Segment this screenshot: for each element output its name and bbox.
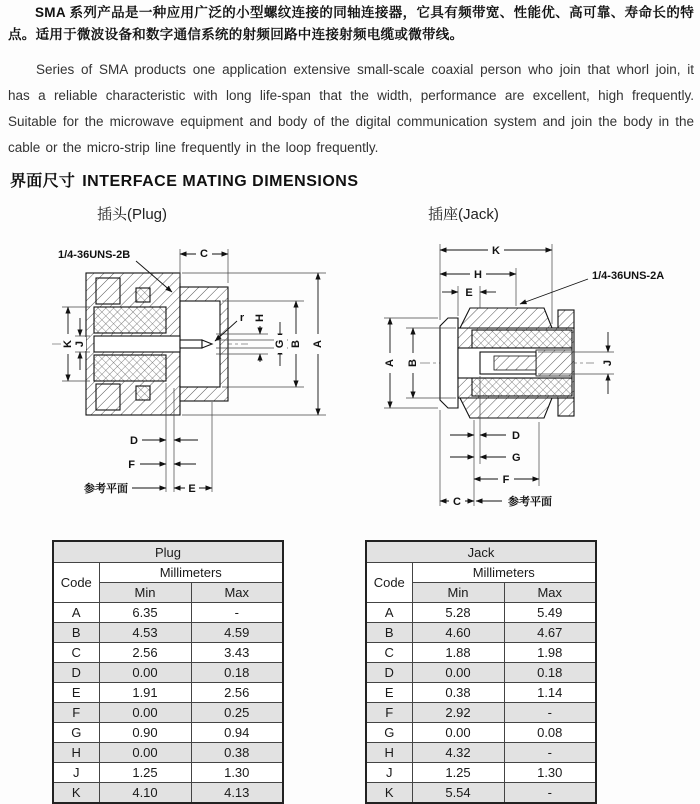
- max-cell: -: [191, 603, 283, 623]
- code-cell: G: [53, 723, 99, 743]
- jack-insulator-upper: [472, 330, 572, 348]
- plug-dim-label-d: D: [130, 435, 138, 447]
- max-cell: 5.49: [504, 603, 596, 623]
- code-cell: A: [366, 603, 412, 623]
- min-cell: 2.56: [99, 643, 191, 663]
- plug-unit-header: Millimeters: [99, 563, 283, 583]
- jack-dim-label-g: G: [512, 452, 521, 464]
- table-row: [366, 763, 596, 783]
- jack-reference-plane-label: 参考平面: [508, 496, 552, 508]
- jack-table-title: Jack: [366, 541, 596, 563]
- jack-dim-label-j: J: [602, 359, 614, 367]
- jack-unit-header: Millimeters: [412, 563, 596, 583]
- max-cell: 4.59: [191, 623, 283, 643]
- code-cell: A: [53, 603, 99, 623]
- min-cell: 1.25: [99, 763, 191, 783]
- plug-dim-label-h: H: [254, 314, 266, 322]
- table-row: [366, 603, 596, 623]
- max-cell: 0.25: [191, 703, 283, 723]
- min-cell: 0.38: [412, 683, 504, 703]
- plug-dimensions-table: [52, 540, 284, 804]
- plug-dim-label-a: A: [312, 340, 324, 348]
- table-row: [366, 663, 596, 683]
- plug-dim-label-g: G: [274, 339, 286, 349]
- plug-dim-label-k: K: [62, 340, 74, 348]
- min-cell: 6.35: [99, 603, 191, 623]
- jack-dim-label-d: D: [512, 430, 520, 442]
- code-cell: F: [366, 703, 412, 723]
- max-cell: 0.38: [191, 743, 283, 763]
- jack-dim-label-h: H: [474, 269, 482, 281]
- code-cell: J: [366, 763, 412, 783]
- jack-insulator-lower: [472, 378, 572, 396]
- jack-max-header: Max: [504, 583, 596, 603]
- jack-drawing-title: 插座(Jack): [428, 206, 499, 223]
- table-row: [53, 603, 283, 623]
- table-row: [53, 783, 283, 804]
- plug-body-cross-section: [86, 273, 228, 415]
- section-heading-zh: 界面尺寸: [10, 173, 76, 190]
- min-cell: 0.90: [99, 723, 191, 743]
- jack-center-contact: [494, 356, 536, 370]
- jack-flange: [440, 318, 458, 408]
- table-row: [53, 743, 283, 763]
- plug-technical-drawing: [28, 230, 340, 505]
- intro-paragraph-en: Series of SMA products one application extensive small-scale coaxial person who join that whorl join, it has a reliable characteristic with long life-span that the width, performance are excellent, high frequently. Suitable for the microwave equipment and body of the digital communication system and join the body in the cable or the micro-strip line frequently in the loop frequently.: [8, 62, 694, 155]
- max-cell: 1.98: [504, 643, 596, 663]
- plug-center-pin: [180, 340, 202, 348]
- max-cell: 0.94: [191, 723, 283, 743]
- table-row: [53, 723, 283, 743]
- table-row: [53, 703, 283, 723]
- jack-dimensions-table: [365, 540, 597, 804]
- table-row: [53, 763, 283, 783]
- code-cell: E: [53, 683, 99, 703]
- min-cell: 4.32: [412, 743, 504, 763]
- plug-dim-label-r: r: [239, 312, 245, 324]
- max-cell: 4.13: [191, 783, 283, 804]
- jack-dim-label-b: B: [407, 359, 419, 367]
- plug-reference-plane-label: 参考平面: [84, 483, 128, 495]
- max-cell: 2.56: [191, 683, 283, 703]
- table-row: [366, 703, 596, 723]
- plug-dim-label-e: E: [188, 483, 196, 495]
- plug-insulator-lower: [94, 355, 166, 381]
- plug-code-header: Code: [53, 563, 99, 603]
- min-cell: 5.28: [412, 603, 504, 623]
- code-cell: H: [53, 743, 99, 763]
- jack-thread-lower: [460, 398, 552, 418]
- max-cell: 0.08: [504, 723, 596, 743]
- max-cell: 0.18: [504, 663, 596, 683]
- code-cell: H: [366, 743, 412, 763]
- max-cell: -: [504, 703, 596, 723]
- max-cell: -: [504, 783, 596, 804]
- max-cell: -: [504, 743, 596, 763]
- max-cell: 1.14: [504, 683, 596, 703]
- max-cell: 0.18: [191, 663, 283, 683]
- max-cell: 3.43: [191, 643, 283, 663]
- plug-dim-label-c: C: [200, 248, 208, 260]
- code-cell: K: [53, 783, 99, 804]
- code-cell: D: [366, 663, 412, 683]
- table-row: [366, 683, 596, 703]
- min-cell: 1.88: [412, 643, 504, 663]
- min-cell: 0.00: [99, 663, 191, 683]
- min-cell: 4.53: [99, 623, 191, 643]
- min-cell: 1.91: [99, 683, 191, 703]
- jack-dim-label-c: C: [453, 496, 461, 508]
- plug-center-conductor: [94, 336, 180, 352]
- table-row: [366, 783, 596, 804]
- min-cell: 0.00: [99, 743, 191, 763]
- plug-min-header: Min: [99, 583, 191, 603]
- code-cell: B: [53, 623, 99, 643]
- plug-dim-label-j: J: [74, 340, 86, 348]
- code-cell: C: [53, 643, 99, 663]
- min-cell: 4.60: [412, 623, 504, 643]
- code-cell: C: [366, 643, 412, 663]
- code-cell: B: [366, 623, 412, 643]
- plug-insulator-upper: [94, 307, 166, 333]
- min-cell: 0.00: [412, 663, 504, 683]
- section-heading: [10, 168, 359, 191]
- plug-table-title: Plug: [53, 541, 283, 563]
- code-cell: K: [366, 783, 412, 804]
- table-row: [366, 723, 596, 743]
- code-cell: J: [53, 763, 99, 783]
- min-cell: 4.10: [99, 783, 191, 804]
- min-cell: 0.00: [412, 723, 504, 743]
- min-cell: 2.92: [412, 703, 504, 723]
- jack-dim-label-e: E: [465, 287, 473, 299]
- jack-dim-label-a: A: [384, 359, 396, 367]
- table-row: [53, 643, 283, 663]
- table-row: [53, 623, 283, 643]
- max-cell: 1.30: [504, 763, 596, 783]
- code-cell: G: [366, 723, 412, 743]
- plug-max-header: Max: [191, 583, 283, 603]
- jack-dim-label-f: F: [502, 474, 510, 486]
- table-row: [366, 643, 596, 663]
- jack-dim-label-k: K: [492, 245, 500, 257]
- table-row: [53, 683, 283, 703]
- table-row: [53, 663, 283, 683]
- max-cell: 4.67: [504, 623, 596, 643]
- jack-thread-label: 1/4-36UNS-2A: [592, 270, 665, 282]
- section-heading-en: INTERFACE MATING DIMENSIONS: [82, 173, 359, 190]
- jack-min-header: Min: [412, 583, 504, 603]
- plug-dim-label-f: F: [128, 459, 135, 471]
- min-cell: 5.54: [412, 783, 504, 804]
- jack-code-header: Code: [366, 563, 412, 603]
- plug-thread-label: 1/4-36UNS-2B: [58, 249, 131, 261]
- plug-drawing-title: 插头(Plug): [97, 206, 168, 223]
- table-row: [366, 743, 596, 763]
- jack-thread-upper: [460, 308, 552, 328]
- code-cell: F: [53, 703, 99, 723]
- table-row: [366, 623, 596, 643]
- code-cell: E: [366, 683, 412, 703]
- plug-dim-label-b: B: [290, 340, 302, 348]
- max-cell: 1.30: [191, 763, 283, 783]
- jack-body-cross-section: [440, 308, 574, 418]
- intro-paragraph-zh: SMA 系列产品是一种应用广泛的小型螺纹连接的同轴连接器，它具有频带宽、性能优、高可靠、寿命长的特点。适用于微波设备和数字通信系统的射频回路中连接射频电缆或微带线。: [8, 5, 694, 42]
- min-cell: 1.25: [412, 763, 504, 783]
- jack-technical-drawing: [368, 230, 688, 515]
- thread-leader-line: [520, 279, 588, 304]
- code-cell: D: [53, 663, 99, 683]
- min-cell: 0.00: [99, 703, 191, 723]
